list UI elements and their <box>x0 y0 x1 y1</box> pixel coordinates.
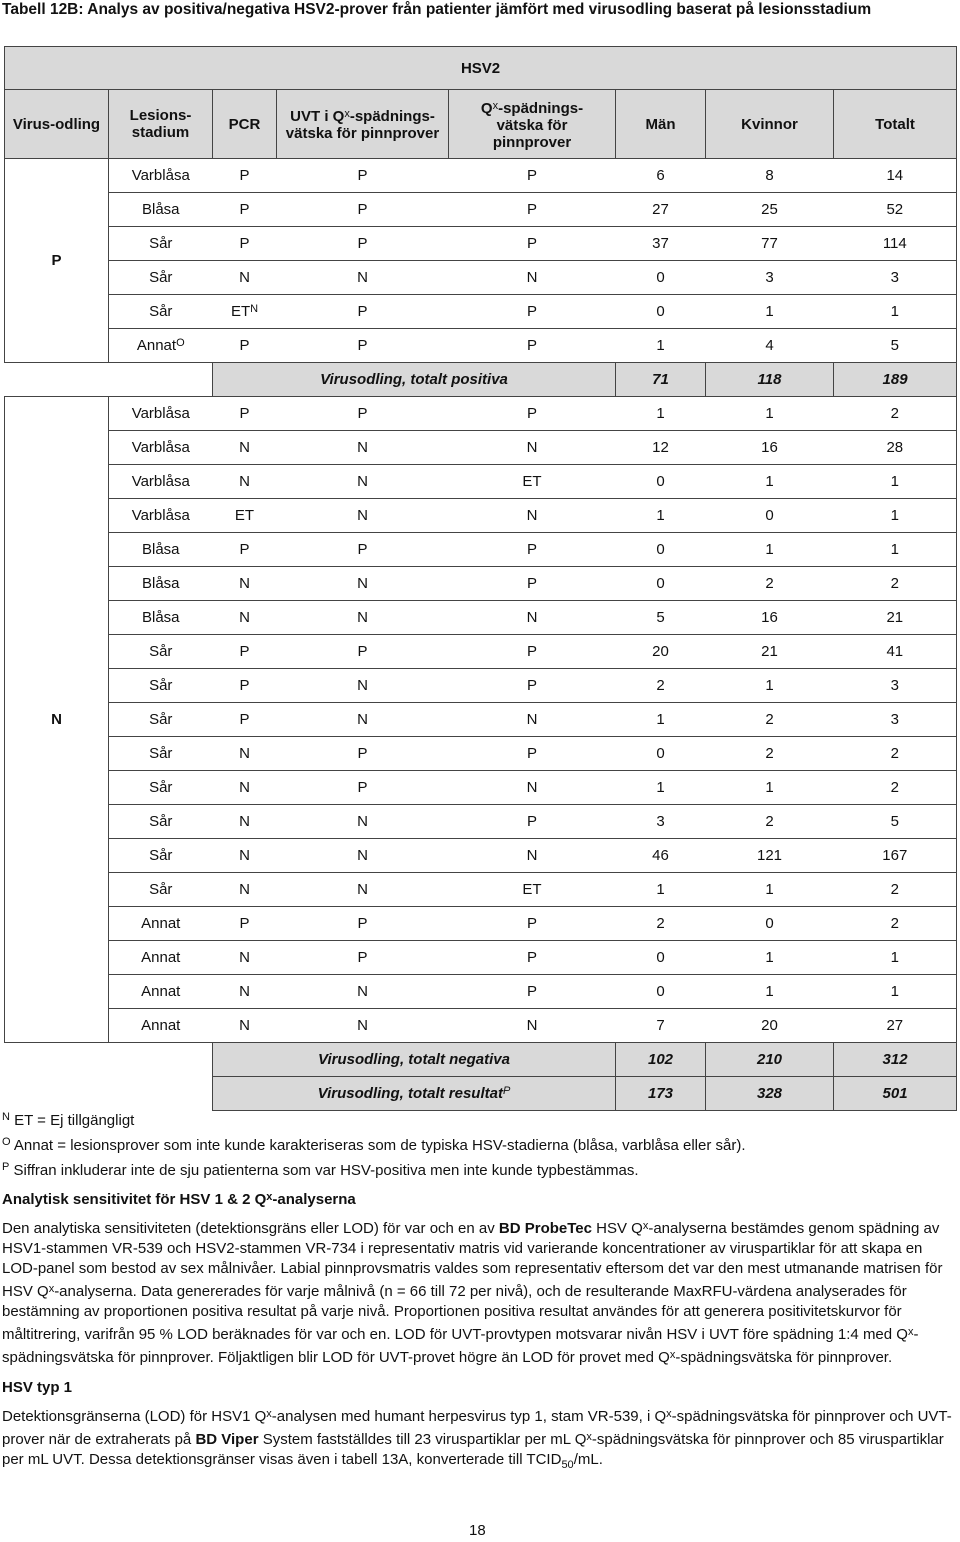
table-cell: 1 <box>834 465 957 499</box>
table-cell: P <box>449 533 616 567</box>
analytic-section <box>2 1187 952 1475</box>
table-cell: Varblåsa <box>109 159 213 193</box>
table-cell: N <box>213 839 277 873</box>
table-cell: Annat <box>109 907 213 941</box>
table-cell: 0 <box>706 499 834 533</box>
table-cell: 20 <box>616 635 706 669</box>
col-header-women: Kvinnor <box>706 90 834 159</box>
table-cell: 28 <box>834 431 957 465</box>
total-negative-row <box>5 1043 957 1077</box>
table-cell: 0 <box>616 941 706 975</box>
total-value: 102 <box>616 1043 706 1077</box>
table-cell: Blåsa <box>109 533 213 567</box>
table-cell: 1 <box>706 669 834 703</box>
table-cell: 46 <box>616 839 706 873</box>
table-cell: Sår <box>109 839 213 873</box>
footnote: $^N$ ET = Ej tillgängligt <box>2 1111 135 1129</box>
table-cell: N <box>213 805 277 839</box>
table-cell: Varblåsa <box>109 397 213 431</box>
analytic-body: Den analytiska sensitiviteten (detektionsgräns eller LOD) för var och en av BD ProbeTec HSV $Q^x$-analyserna bestämdes genom spädning av HSV1-stammen VR-539 och HSV2-stammen VR-734 i representativ matris vid varierande koncentrationer av viruspartiklar för att skapa en LOD-panel som bestod av sex målnivåer. Labial pinnprovsmatris valdes som representativ eftersom det var den mest utmanande matrisen för HSV $Q^x$-analyserna. Data genererades för varje målnivå (n = 66 till 72 per nivå), och de resulterande MaxRFU-värdena analyserades för bestämning av proportionen positiva resultat på varje nivå. Proportionen positiva resultat användes för att generera positivitetskurvor för måltitrering, varifrån 95 % LOD beräknades för var och en. LOD för UVT-provtypen motsvarar nivån HSV i UVT före spädning 1:4 med $Q^x$-spädningsvätska för pinnprover. Följaktligen blir LOD för UVT-provet högre än LOD för provet med $Q^x$-spädningsvätska för pinnprover. <box>2 1220 943 1366</box>
table-cell: P <box>449 805 616 839</box>
table-cell: 2 <box>834 771 957 805</box>
table-cell: N <box>449 703 616 737</box>
table-row <box>5 873 957 907</box>
total-value: 501 <box>834 1077 957 1111</box>
table-cell: Sår <box>109 227 213 261</box>
table-cell: 2 <box>706 805 834 839</box>
table-cell: P <box>213 635 277 669</box>
table-cell: Blåsa <box>109 567 213 601</box>
table-cell: 1 <box>706 397 834 431</box>
table-cell: 1 <box>706 941 834 975</box>
footnote-mark: N <box>2 1111 10 1123</box>
table-cell: 3 <box>834 669 957 703</box>
table-row <box>5 329 957 363</box>
total-value: 71 <box>616 363 706 397</box>
table-cell: N <box>213 975 277 1009</box>
total-value: 328 <box>706 1077 834 1111</box>
table-row <box>5 227 957 261</box>
table-cell: P <box>277 295 449 329</box>
footnote: $^O$ Annat = lesionsprover som inte kunde karakteriseras som de typiska HSV-stadierna (blåsa, varblåsa eller sår). <box>2 1136 746 1154</box>
table-cell: 1 <box>616 329 706 363</box>
table-cell: $ET^N$ <box>213 295 277 329</box>
table-cell: P <box>449 329 616 363</box>
table-cell: N <box>213 1009 277 1043</box>
col-header-men: Män <box>616 90 706 159</box>
table-cell: N <box>449 431 616 465</box>
table-cell: N <box>277 1009 449 1043</box>
table-row <box>5 669 957 703</box>
table-cell: N <box>449 601 616 635</box>
table-cell: P <box>449 907 616 941</box>
table-cell: 167 <box>834 839 957 873</box>
table-row <box>5 431 957 465</box>
table-cell: Sår <box>109 295 213 329</box>
table-cell: 27 <box>834 1009 957 1043</box>
table-cell: N <box>213 261 277 295</box>
table-cell: 2 <box>616 907 706 941</box>
table-cell: N <box>277 703 449 737</box>
table-row <box>5 907 957 941</box>
table-cell: N <box>213 601 277 635</box>
col-header-virus-culture: Virus-odling <box>5 90 109 159</box>
table-cell: N <box>449 771 616 805</box>
table-cell: 21 <box>706 635 834 669</box>
table-cell: N <box>449 261 616 295</box>
table-cell: Sår <box>109 261 213 295</box>
table-cell: ET <box>449 465 616 499</box>
table-cell: N <box>277 805 449 839</box>
table-cell: P <box>277 771 449 805</box>
table-row <box>5 465 957 499</box>
table-cell: N <box>213 737 277 771</box>
table-cell: 1 <box>616 771 706 805</box>
table-cell: 3 <box>834 261 957 295</box>
table-cell: P <box>213 159 277 193</box>
page-number: 18 <box>469 1522 486 1539</box>
total-value: 118 <box>706 363 834 397</box>
table-cell: 14 <box>834 159 957 193</box>
table-cell: P <box>449 295 616 329</box>
table-cell: P <box>277 227 449 261</box>
table-cell: 2 <box>706 703 834 737</box>
table-cell: 1 <box>706 975 834 1009</box>
hsv1-heading: HSV typ 1 <box>2 1379 73 1396</box>
table-cell: P <box>449 193 616 227</box>
table-cell: P <box>213 193 277 227</box>
table-cell: N <box>277 669 449 703</box>
table-cell: P <box>277 533 449 567</box>
table-row <box>5 737 957 771</box>
table-cell: 12 <box>616 431 706 465</box>
total-label: Virusodling, totalt positiva <box>213 363 616 397</box>
table-row <box>5 1009 957 1043</box>
table-cell: 2 <box>834 873 957 907</box>
table-cell: 1 <box>706 771 834 805</box>
table-cell: N <box>277 839 449 873</box>
table-cell: 1 <box>834 295 957 329</box>
table-cell: P <box>449 159 616 193</box>
table-row <box>5 295 957 329</box>
hsv2-header: HSV2 <box>5 47 957 90</box>
table-cell: 5 <box>834 329 957 363</box>
table-cell: 21 <box>834 601 957 635</box>
table-cell: 1 <box>706 873 834 907</box>
table-cell: 0 <box>616 295 706 329</box>
table-cell: P <box>449 737 616 771</box>
table-cell: N <box>277 975 449 1009</box>
table-row <box>5 159 957 193</box>
table-cell: 1 <box>834 975 957 1009</box>
table-cell: Varblåsa <box>109 431 213 465</box>
table-row <box>5 635 957 669</box>
table-cell: 2 <box>834 907 957 941</box>
table-cell: N <box>213 567 277 601</box>
group-label-positive: P <box>5 159 109 363</box>
table-cell: 37 <box>616 227 706 261</box>
table-cell: 8 <box>706 159 834 193</box>
table-cell: Sår <box>109 771 213 805</box>
table-cell: 2 <box>834 737 957 771</box>
table-cell: 5 <box>834 805 957 839</box>
table-cell: P <box>213 227 277 261</box>
table-cell: P <box>449 397 616 431</box>
table-cell: 3 <box>616 805 706 839</box>
footnote-mark: O <box>2 1136 11 1148</box>
table-cell: Sår <box>109 737 213 771</box>
table-row <box>5 397 957 431</box>
table-cell: P <box>449 635 616 669</box>
table-row <box>5 805 957 839</box>
table-cell: 77 <box>706 227 834 261</box>
table-cell: Varblåsa <box>109 499 213 533</box>
table-cell: 4 <box>706 329 834 363</box>
table-cell: P <box>277 737 449 771</box>
table-cell: P <box>449 975 616 1009</box>
table-row <box>5 567 957 601</box>
page-title: Tabell 12B: Analys av positiva/negativa HSV2-prover från patienter jämfört med virusodling baserat på lesionsstadium <box>2 1 872 18</box>
table-cell: N <box>277 567 449 601</box>
table-cell: N <box>213 941 277 975</box>
table-cell: 2 <box>706 737 834 771</box>
col-header-uvt: UVT i $Q^x-spädnings-$ vätska för pinnprover <box>277 90 449 159</box>
table-cell: 41 <box>834 635 957 669</box>
table-cell: P <box>277 159 449 193</box>
table-cell: Sår <box>109 635 213 669</box>
table-cell: Sår <box>109 805 213 839</box>
table-cell: 7 <box>616 1009 706 1043</box>
col-header-lesion-stage: Lesions- stadium <box>109 90 213 159</box>
table-cell: Sår <box>109 703 213 737</box>
table-cell: 1 <box>834 499 957 533</box>
table-cell: 0 <box>616 261 706 295</box>
table-cell: P <box>277 941 449 975</box>
table-cell: N <box>277 499 449 533</box>
table-cell: 0 <box>616 737 706 771</box>
table-cell: Sår <box>109 873 213 907</box>
table-cell: 52 <box>834 193 957 227</box>
table-cell: ET <box>449 873 616 907</box>
table-row <box>5 261 957 295</box>
table-cell: 0 <box>616 533 706 567</box>
table-row <box>5 601 957 635</box>
table-cell: P <box>449 941 616 975</box>
table-cell: 2 <box>834 397 957 431</box>
table-cell: P <box>213 907 277 941</box>
table-cell: Blåsa <box>109 193 213 227</box>
total-value: 312 <box>834 1043 957 1077</box>
group-header-row <box>5 47 957 90</box>
table-row <box>5 771 957 805</box>
table-cell: P <box>213 329 277 363</box>
table-row <box>5 533 957 567</box>
table-cell: P <box>213 703 277 737</box>
table-cell: 3 <box>834 703 957 737</box>
total-positive-row <box>5 363 957 397</box>
table-cell: Annat$^O$ <box>109 329 213 363</box>
col-header-pcr: PCR <box>213 90 277 159</box>
spacer <box>5 1043 213 1077</box>
table-cell: 25 <box>706 193 834 227</box>
table-cell: 1 <box>706 465 834 499</box>
table-cell: 1 <box>616 703 706 737</box>
table-cell: Annat <box>109 1009 213 1043</box>
table-cell: N <box>277 873 449 907</box>
table-cell: P <box>213 397 277 431</box>
table-cell: N <box>277 601 449 635</box>
table-cell: 0 <box>616 975 706 1009</box>
spacer <box>5 363 213 397</box>
table-row <box>5 839 957 873</box>
table-cell: P <box>277 329 449 363</box>
total-value: 189 <box>834 363 957 397</box>
table-cell: 2 <box>706 567 834 601</box>
table-cell: 121 <box>706 839 834 873</box>
table-cell: 3 <box>706 261 834 295</box>
table-cell: ET <box>213 499 277 533</box>
table-cell: 2 <box>616 669 706 703</box>
table-cell: 114 <box>834 227 957 261</box>
table-cell: P <box>213 533 277 567</box>
table-cell: 5 <box>616 601 706 635</box>
table-cell: N <box>213 431 277 465</box>
table-cell: P <box>277 193 449 227</box>
table-cell: 0 <box>706 907 834 941</box>
table-cell: P <box>277 397 449 431</box>
table-cell: N <box>277 261 449 295</box>
table-cell: 1 <box>616 873 706 907</box>
table-cell: Blåsa <box>109 601 213 635</box>
table-cell: 1 <box>834 941 957 975</box>
table-cell: Annat <box>109 975 213 1009</box>
total-label: Virusodling, totalt resultat$^P$ <box>213 1077 616 1111</box>
table-cell: 1 <box>616 499 706 533</box>
column-header-row <box>5 90 957 159</box>
table-cell: N <box>213 465 277 499</box>
table-cell: 1 <box>706 295 834 329</box>
table-row <box>5 975 957 1009</box>
table-cell: P <box>277 907 449 941</box>
footnote: $^P$ Siffran inkluderar inte de sju patienterna som var HSV-positiva men inte kunde typbestämmas. <box>2 1161 639 1179</box>
table-cell: Varblåsa <box>109 465 213 499</box>
table-cell: N <box>449 1009 616 1043</box>
table-cell: P <box>449 567 616 601</box>
table-cell: N <box>449 839 616 873</box>
total-value: 210 <box>706 1043 834 1077</box>
table-cell: 27 <box>616 193 706 227</box>
table-row <box>5 499 957 533</box>
spacer <box>5 1077 213 1111</box>
table-cell: N <box>213 873 277 907</box>
table-cell: N <box>449 499 616 533</box>
results-table <box>4 46 957 1111</box>
table-row <box>5 941 957 975</box>
table-cell: Sår <box>109 669 213 703</box>
table-cell: 6 <box>616 159 706 193</box>
table-cell: 1 <box>834 533 957 567</box>
table-cell: N <box>277 465 449 499</box>
table-cell: P <box>449 227 616 261</box>
table-cell: N <box>277 431 449 465</box>
analytic-heading: Analytisk sensitivitet för HSV 1 & 2 $Q^x$-analyserna <box>2 1191 356 1208</box>
hsv1-body: Detektionsgränserna (LOD) för HSV1 $Q^x$-analysen med humant herpesvirus typ 1, stam VR-539, i $Q^x$-spädningsvätska för pinnprover och UVT-prover när de extraherats på BD Viper System fastställdes till 23 viruspartiklar per mL $Q^x$-spädningsvätska för pinnprover och 85 viruspartiklar per mL UVT. Dessa detektionsgränser visas även i tabell 13A, konverterade till $TCID_{50}/mL$. <box>2 1408 952 1471</box>
table-cell: N <box>213 771 277 805</box>
group-label-negative: N <box>5 397 109 1043</box>
table-cell: P <box>213 669 277 703</box>
col-header-total: Totalt <box>834 90 957 159</box>
table-cell: 2 <box>834 567 957 601</box>
table-cell: 20 <box>706 1009 834 1043</box>
table-row <box>5 703 957 737</box>
table-cell: Annat <box>109 941 213 975</box>
table-cell: 0 <box>616 567 706 601</box>
table-cell: 16 <box>706 431 834 465</box>
table-cell: P <box>449 669 616 703</box>
col-header-qx: $Q^x-spädnings-$ vätska för pinnprover <box>449 90 616 159</box>
footnote-mark: P <box>2 1161 10 1173</box>
table-cell: P <box>277 635 449 669</box>
table-row <box>5 193 957 227</box>
total-result-row <box>5 1077 957 1111</box>
table-cell: 16 <box>706 601 834 635</box>
table-cell: 1 <box>616 397 706 431</box>
table-cell: 0 <box>616 465 706 499</box>
table-cell: 1 <box>706 533 834 567</box>
total-label: Virusodling, totalt negativa <box>213 1043 616 1077</box>
total-value: 173 <box>616 1077 706 1111</box>
